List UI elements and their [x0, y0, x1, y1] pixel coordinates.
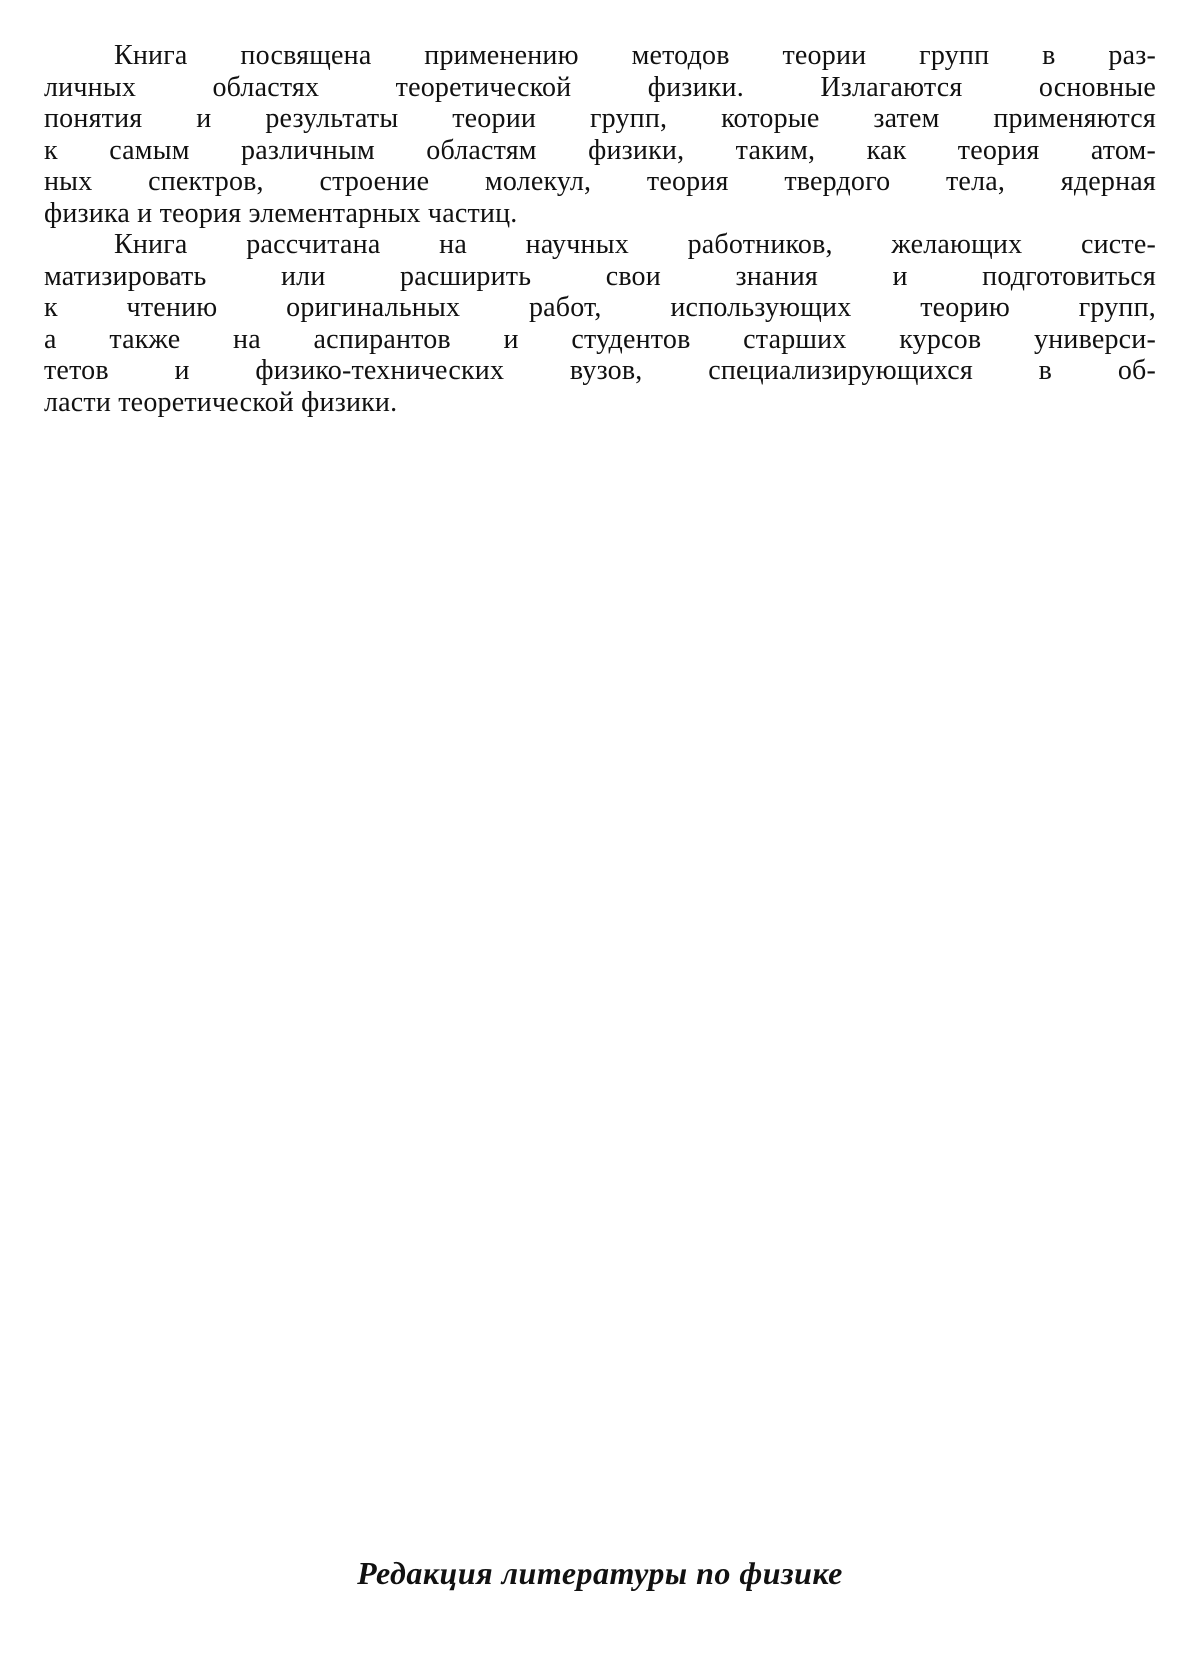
text-line: понятия и результаты теории групп, которые затем применяются: [44, 103, 1156, 134]
text-line: тетов и физико-технических вузов, специализирующихся в об-: [44, 355, 1156, 386]
text-line: личных областях теоретической физики. Излагаются основные: [44, 71, 1156, 103]
paragraph-2: [44, 229, 1156, 418]
publisher-imprint: Редакция литературы по физике: [357, 1555, 843, 1591]
text-line: а также на аспирантов и студентов старших курсов универси-: [44, 323, 1156, 355]
text-line: к самым различным областям физики, таким, как теория атом-: [44, 134, 1156, 166]
paragraph-1: [44, 40, 1156, 229]
annotation-text: [44, 40, 1156, 418]
text-line: физика и теория элементарных частиц.: [44, 197, 518, 229]
text-line: ных спектров, строение молекул, теория твердого тела, ядерная: [44, 166, 1156, 197]
text-line: Книга посвящена применению методов теории групп в раз-: [114, 40, 1156, 71]
text-line: матизировать или расширить свои знания и подготовиться: [44, 260, 1156, 292]
text-line: Книга рассчитана на научных работников, желающих систе-: [114, 229, 1156, 260]
text-line: к чтению оригинальных работ, использующих теорию групп,: [44, 292, 1156, 323]
text-line: ласти теоретической физики.: [44, 386, 398, 418]
